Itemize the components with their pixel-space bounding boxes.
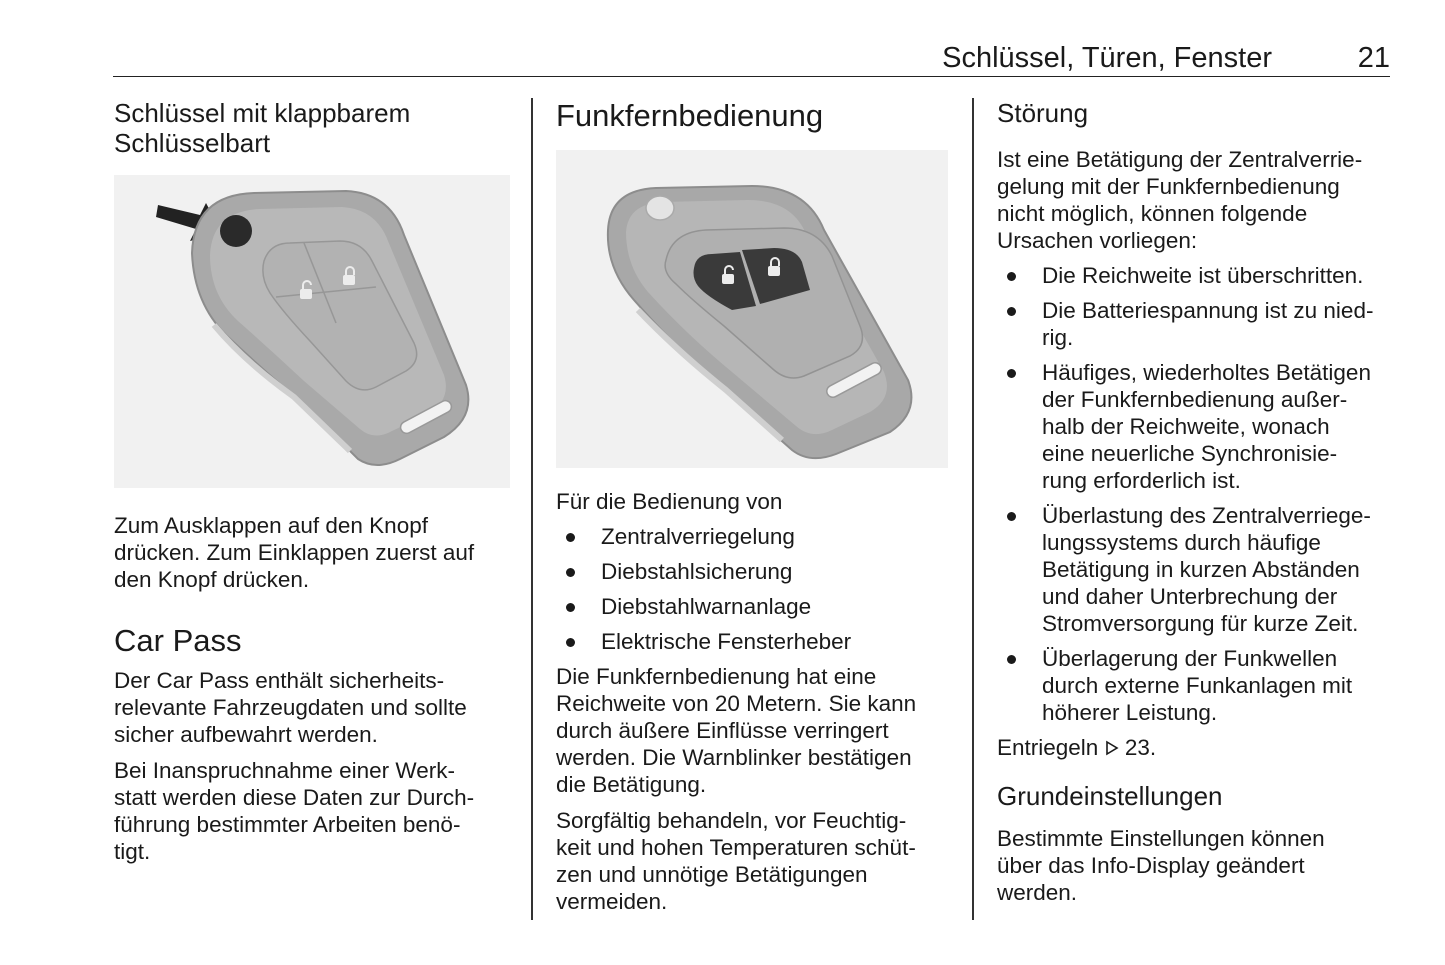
list-item: Häufiges, wiederholtes Betätigen der Funkfernbedienung außer- halb der Reichweite, wonach eine neuerliche Synchronisie- rung erforderlich ist. (997, 359, 1397, 494)
folding-key-caption: Zum Ausklappen auf den Knopf drücken. Zum Einklappen zuerst auf den Knopf drücken. (114, 513, 475, 592)
column-3 (997, 98, 1397, 905)
list-item: Zentralverriegelung (556, 523, 956, 550)
list-item: Die Batteriespannung ist zu nied- rig. (997, 297, 1397, 351)
column-divider-2 (972, 98, 974, 920)
list-item: Überlastung des Zentralverriege- lungssystems durch häufige Betätigung in kurzen Abständen und daher Unterbrechung der Stromversorgung für kurze Zeit. (997, 502, 1397, 637)
list-item: Diebstahlwarnanlage (556, 593, 956, 620)
list-item: Elektrische Fensterheber (556, 628, 956, 655)
list-item: Die Reichweite ist überschritten. (997, 262, 1397, 289)
section-heading-basic-settings: Grundeinstellungen (997, 781, 1223, 811)
section-title-car-pass: Car Pass (114, 623, 242, 658)
page-header (113, 40, 1390, 77)
section-heading-malfunction: Störung (997, 98, 1089, 128)
folding-key-illustration (114, 175, 510, 488)
remote-functions-list (556, 523, 956, 655)
remote-key-illustration (556, 150, 948, 468)
header-title: Schlüssel, Türen, Fenster (942, 42, 1272, 74)
page-number: 21 (1357, 42, 1390, 74)
malfunction-text: Ist eine Betätigung der Zentralverrie- gelung mit der Funkfernbedienung nicht möglich, können folgende Ursachen vorliegen: Die Reichweite ist überschritten. Die Batteriespannung ist zu nied- rig. Häufiges, wiederholtes Betätigen der Funkfernbedienung außer- halb der Reichweite, wonach eine neuerliche Synchronisie- rung erforderlich ist. Überlastung des Zentralverriege- lungssystems durch häufige Betätigung in kurzen Abständen und daher Unterbrechung der Stromversorgung für kurze Zeit. Überlagerung der Funkwellen durch externe Funkanlagen mit höherer Leistung. Entriegeln 23. Grundeinstellungen Bestimmte Einstellungen können über das Info-Display geändert werden. (997, 146, 1397, 906)
section-title-remote: Funkfernbedienung (556, 98, 824, 133)
malfunction-causes-list (997, 262, 1397, 726)
car-pass-text: Der Car Pass enthält sicherheits- relevante Fahrzeugdaten und sollte sicher aufbewahrt werden. Bei Inanspruchnahme einer Werk- statt werden diese Daten zur Durch- führung bestimmter Arbeiten benö- tigt. (114, 668, 475, 864)
column-1 (114, 98, 514, 864)
column-divider-1 (531, 98, 533, 920)
cross-reference[interactable]: Entriegeln 23. (997, 735, 1157, 760)
section-heading-folding-key: Schlüssel mit klappbarem Schlüsselbart (114, 98, 411, 158)
remote-text: Für die Bedienung von Zentralverriegelung Diebstahlsicherung Diebstahlwarnanlage Elektrische Fensterheber Die Funkfernbedienung hat eine Reichweite von 20 Metern. Sie kann durch äußere Einflüsse verringert werden. Die Warnblinker bestätigen die Betätigung. Sorgfältig behandeln, vor Feuchtig- keit und hohen Temperaturen schüt- zen und unnötige Betätigungen vermeiden. (556, 488, 956, 915)
list-item: Überlagerung der Funkwellen durch externe Funkanlagen mit höherer Leistung. (997, 645, 1397, 726)
list-item: Diebstahlsicherung (556, 558, 956, 585)
cross-reference-arrow-icon (1105, 740, 1119, 756)
column-2 (556, 98, 956, 914)
remote-intro: Für die Bedienung von (556, 489, 783, 514)
